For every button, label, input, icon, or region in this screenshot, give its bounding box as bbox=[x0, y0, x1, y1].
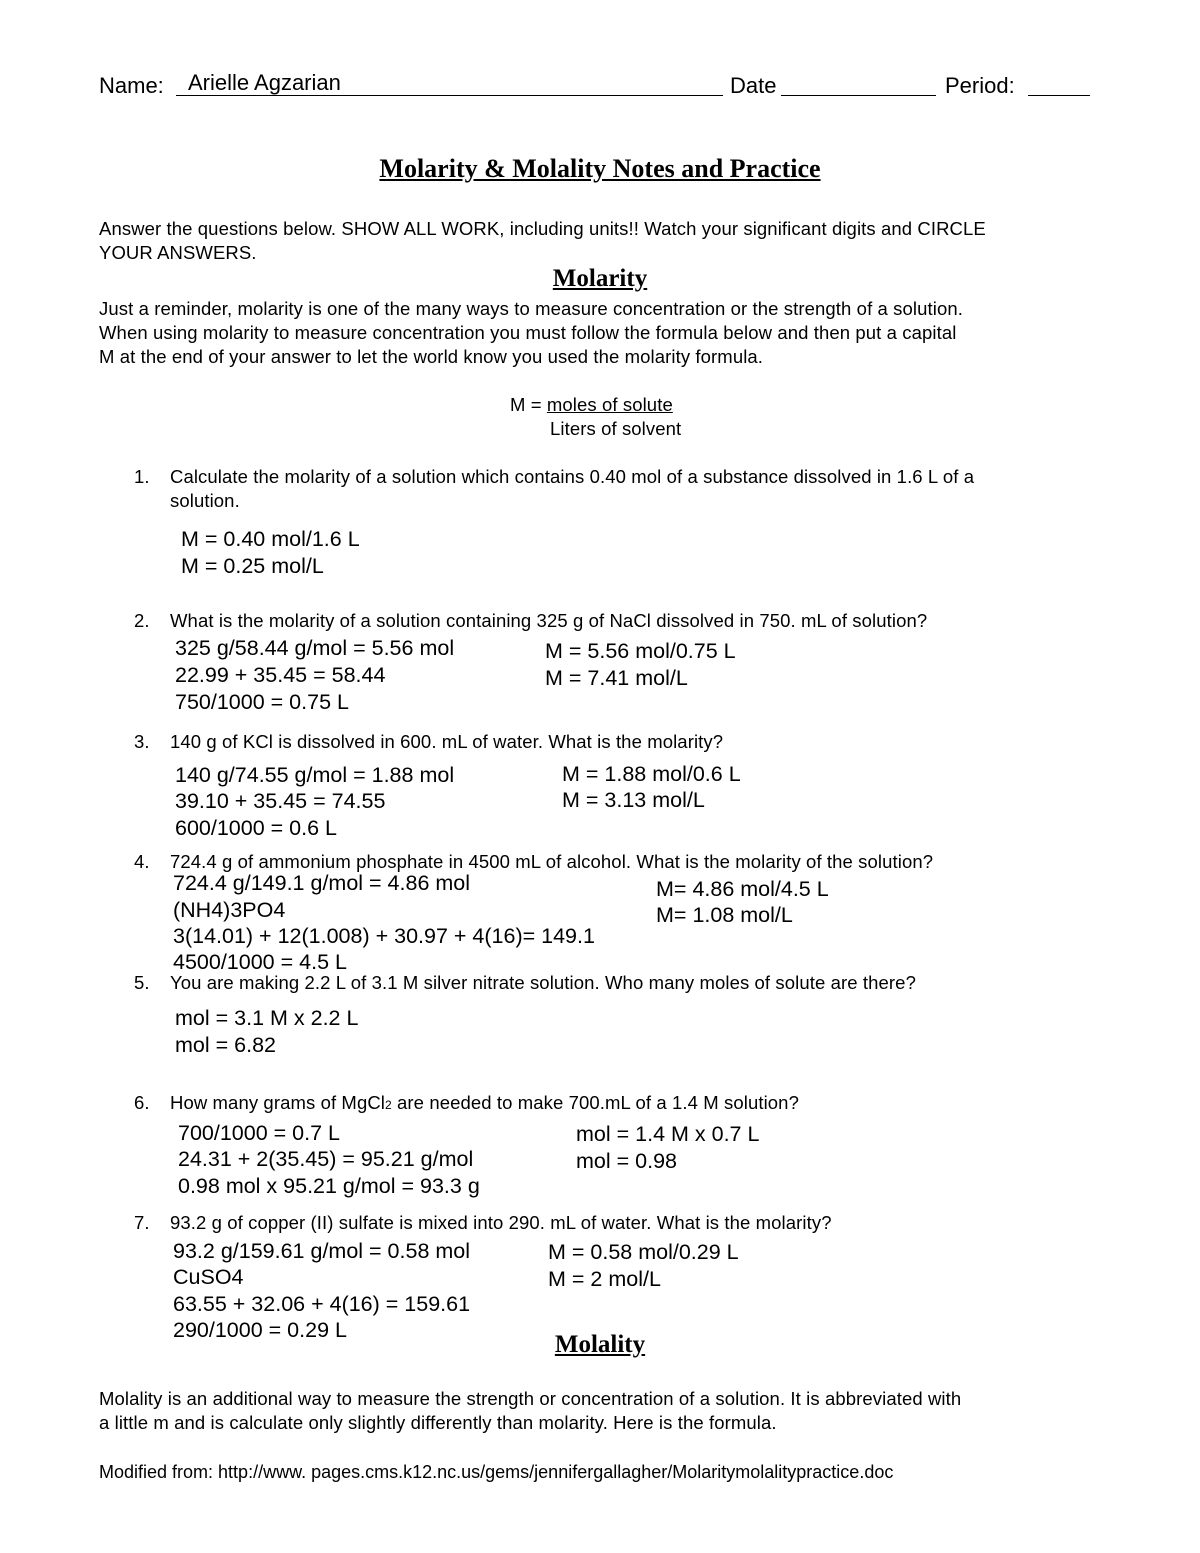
answer-line: (NH4)3PO4 bbox=[173, 898, 286, 922]
answer-line: M = 0.25 mol/L bbox=[181, 554, 324, 578]
answer-line: M = 7.41 mol/L bbox=[545, 666, 688, 690]
answer-line: M= 4.86 mol/4.5 L bbox=[656, 877, 829, 901]
question-number: 2. bbox=[134, 610, 150, 631]
answer-line: 0.98 mol x 95.21 g/mol = 93.3 g bbox=[178, 1174, 480, 1198]
answer-line: mol = 1.4 M x 0.7 L bbox=[576, 1122, 760, 1146]
answer-line: M = 0.58 mol/0.29 L bbox=[548, 1240, 739, 1264]
formula-numerator: moles of solute bbox=[546, 394, 673, 415]
answer-line: mol = 0.98 bbox=[576, 1149, 677, 1173]
question-text: 724.4 g of ammonium phosphate in 4500 mL of alcohol. What is the molarity of the solution? bbox=[170, 851, 934, 872]
answer-line: M= 1.08 mol/L bbox=[656, 903, 793, 927]
question-text: How many grams of MgCl2 are needed to make 700.mL of a 1.4 M solution? bbox=[170, 1092, 799, 1113]
question-text: Calculate the molarity of a solution which contains 0.40 mol of a substance dissolved in 1.6 L of a bbox=[170, 466, 975, 487]
answer-line: 290/1000 = 0.29 L bbox=[173, 1318, 347, 1342]
question-number: 3. bbox=[134, 731, 150, 752]
answer-line: 4500/1000 = 4.5 L bbox=[173, 950, 347, 974]
formula-numerator-row bbox=[510, 394, 673, 416]
date-underline[interactable] bbox=[781, 95, 936, 96]
instructions-line-1: Answer the questions below. SHOW ALL WORK, including units!! Watch your significant digits and CIRCLE bbox=[99, 218, 986, 239]
question-number: 6. bbox=[134, 1092, 150, 1113]
name-underline bbox=[176, 95, 723, 96]
answer-line: mol = 6.82 bbox=[175, 1033, 276, 1057]
question-text: 140 g of KCl is dissolved in 600. mL of water. What is the molarity? bbox=[170, 731, 724, 752]
question-text: solution. bbox=[170, 490, 240, 511]
answer-line: M = 3.13 mol/L bbox=[562, 788, 705, 812]
molality-intro-line: a little m and is calculate only slightly differently than molarity. Here is the formula. bbox=[99, 1412, 777, 1433]
question-text: 93.2 g of copper (II) sulfate is mixed into 290. mL of water. What is the molarity? bbox=[170, 1212, 832, 1233]
answer-line: 22.99 + 35.45 = 58.44 bbox=[175, 663, 386, 687]
period-label: Period: bbox=[945, 73, 1015, 98]
answer-line: 63.55 + 32.06 + 4(16) = 159.61 bbox=[173, 1292, 471, 1316]
molarity-intro-line: Just a reminder, molarity is one of the many ways to measure concentration or the strength of a solution. bbox=[99, 298, 963, 319]
question-number: 5. bbox=[134, 972, 150, 993]
answer-line: 39.10 + 35.45 = 74.55 bbox=[175, 789, 386, 813]
answer-line: 24.31 + 2(35.45) = 95.21 g/mol bbox=[178, 1147, 474, 1171]
answer-line: 600/1000 = 0.6 L bbox=[175, 816, 337, 840]
molarity-heading: Molarity bbox=[552, 265, 648, 292]
answer-line: M = 1.88 mol/0.6 L bbox=[562, 762, 741, 786]
formula-lhs: M = bbox=[510, 394, 547, 415]
question-number: 7. bbox=[134, 1212, 150, 1233]
name-label: Name: bbox=[99, 73, 164, 98]
question-text: What is the molarity of a solution containing 325 g of NaCl dissolved in 750. mL of solution? bbox=[170, 610, 928, 631]
question-number: 1. bbox=[134, 466, 150, 487]
answer-line: M = 2 mol/L bbox=[548, 1267, 661, 1291]
instructions-line-2: YOUR ANSWERS. bbox=[99, 242, 257, 263]
formula-denominator: Liters of solvent bbox=[550, 418, 682, 439]
answer-line: 3(14.01) + 12(1.008) + 30.97 + 4(16)= 149.1 bbox=[173, 924, 595, 948]
answer-line: M = 0.40 mol/1.6 L bbox=[181, 527, 360, 551]
molality-heading: Molality bbox=[554, 1331, 646, 1358]
answer-line: mol = 3.1 M x 2.2 L bbox=[175, 1006, 359, 1030]
period-underline[interactable] bbox=[1028, 95, 1090, 96]
footer-source: Modified from: http://www. pages.cms.k12.nc.us/gems/jennifergallagher/Molaritymolalitypractice.doc bbox=[99, 1462, 894, 1482]
answer-line: 140 g/74.55 g/mol = 1.88 mol bbox=[175, 763, 455, 787]
answer-line: 750/1000 = 0.75 L bbox=[175, 690, 349, 714]
answer-line: 700/1000 = 0.7 L bbox=[178, 1121, 340, 1145]
answer-line: 93.2 g/159.61 g/mol = 0.58 mol bbox=[173, 1239, 471, 1263]
molarity-intro-line: When using molarity to measure concentration you must follow the formula below and then put a capital bbox=[99, 322, 957, 343]
question-text: You are making 2.2 L of 3.1 M silver nitrate solution. Who many moles of solute are there? bbox=[170, 972, 916, 993]
date-label: Date bbox=[730, 73, 777, 98]
page-title: Molarity & Molality Notes and Practice bbox=[379, 154, 821, 183]
question-number: 4. bbox=[134, 851, 150, 872]
answer-line: CuSO4 bbox=[173, 1265, 244, 1289]
molality-intro-line: Molality is an additional way to measure the strength or concentration of a solution. It is abbreviated with bbox=[99, 1388, 962, 1409]
molarity-intro-line: M at the end of your answer to let the world know you used the molarity formula. bbox=[99, 346, 764, 367]
answer-line: M = 5.56 mol/0.75 L bbox=[545, 639, 736, 663]
answer-line: 724.4 g/149.1 g/mol = 4.86 mol bbox=[173, 871, 471, 895]
name-value[interactable]: Arielle Agzarian bbox=[188, 70, 341, 95]
answer-line: 325 g/58.44 g/mol = 5.56 mol bbox=[175, 636, 455, 660]
